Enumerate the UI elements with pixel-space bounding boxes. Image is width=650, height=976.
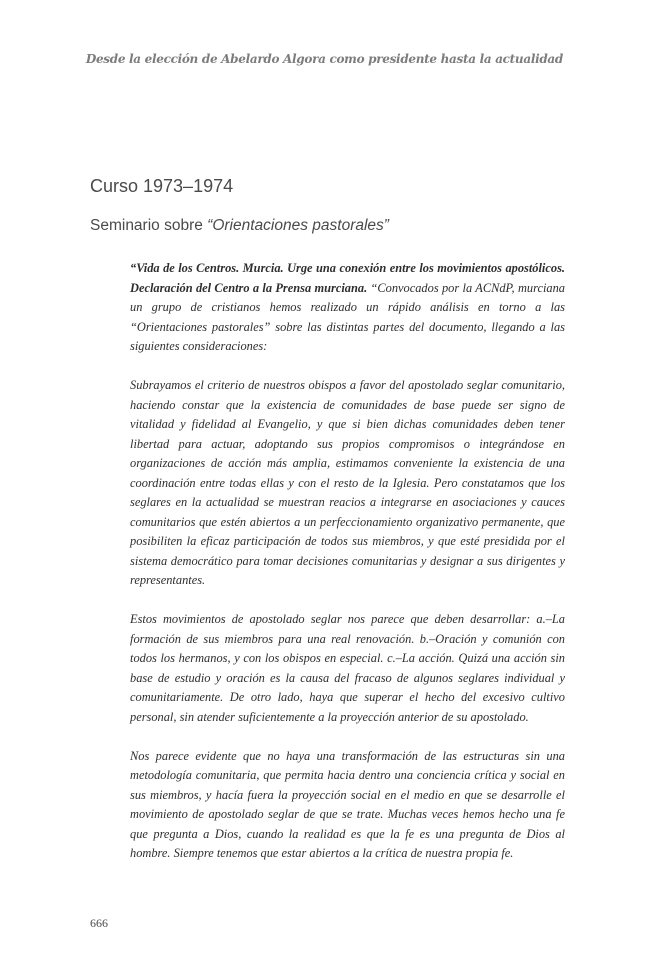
section-subtitle xyxy=(90,217,389,235)
subtitle-italic: “Orientaciones pastorales” xyxy=(207,217,389,234)
page-number: 666 xyxy=(90,916,108,930)
paragraph-1 xyxy=(130,259,565,357)
paragraph-4 xyxy=(130,747,565,864)
quoted-declaration xyxy=(130,259,565,883)
paragraph-text: Nos parece evidente que no haya una transformación de las estructuras sin una metodología comunitaria, que permita hacia dentro una conciencia crítica y social en sus miembros, y hacía fuera la proyección social en el medio en que se desarrolle el movimiento de apostolado seglar de que se trate. Muchas veces hemos hecho una fe que pregunta a Dios, cuando la realidad es que la fe es una pregunta de Dios al hombre. Siempre tenemos que estar abiertos a la crítica de nuestra propia fe. xyxy=(130,748,565,860)
paragraph-text: “Convocados por la ACNdP, murciana un grupo de cristianos hemos realizado un rápido análisis en torno a las “Orientaciones pastorales” sobre las distintas partes del documento, llegando a las siguientes consideraciones: xyxy=(130,280,565,353)
running-head: Desde la elección de Abelardo Algora como presidente hasta la actualidad xyxy=(85,52,563,66)
paragraph-text: Subrayamos el criterio de nuestros obispos a favor del apostolado seglar comunitario, haciendo constar que la existencia de comunidades de base puede ser signo de vitalidad y fidelidad al Evangelio, y que si bien dichas comunidades deben tener libertad para actuar, adoptando sus propios compromisos o integrándose en organizaciones de acción más amplia, estimamos conveniente la existencia de una coordinación entre todas ellas y con el resto de la Iglesia. Pero constatamos que los seglares en la actualidad se muestran reacios a integrarse en asociaciones y cauces comunitarios que estén abiertos a un perfeccionamiento organizativo permanente, que posibiliten la eficaz participación de todos sus miembros, y que esté presidida por el sistema democrático para tomar decisiones comunitarias y designar a sus dirigentes y representantes. xyxy=(130,378,565,587)
paragraph-3 xyxy=(130,610,565,727)
paragraph-text: Estos movimientos de apostolado seglar nos parece que deben desarrollar: a.–La formación de sus miembros para una real renovación. b.–Oración y comunión con todos los hermanos, y con los obispos en especial. c.–La acción. Quizá una acción sin base de estudio y oración es la causa del fracaso de algunos seglares individual y comunitariamente. De otro lado, haya que superar el hecho del excesivo cultivo personal, sin atender suficientemente a la proyección anterior de su apostolado. xyxy=(130,612,565,724)
subtitle-prefix: Seminario sobre xyxy=(90,217,208,234)
paragraph-2 xyxy=(130,376,565,591)
course-title: Curso 1973–1974 xyxy=(90,176,234,196)
paragraph-lead-bold: “Vida de los Centros. Murcia. Urge una conexión entre los movimientos apostólicos. Declaración del Centro a la Prensa murciana. xyxy=(130,261,565,295)
